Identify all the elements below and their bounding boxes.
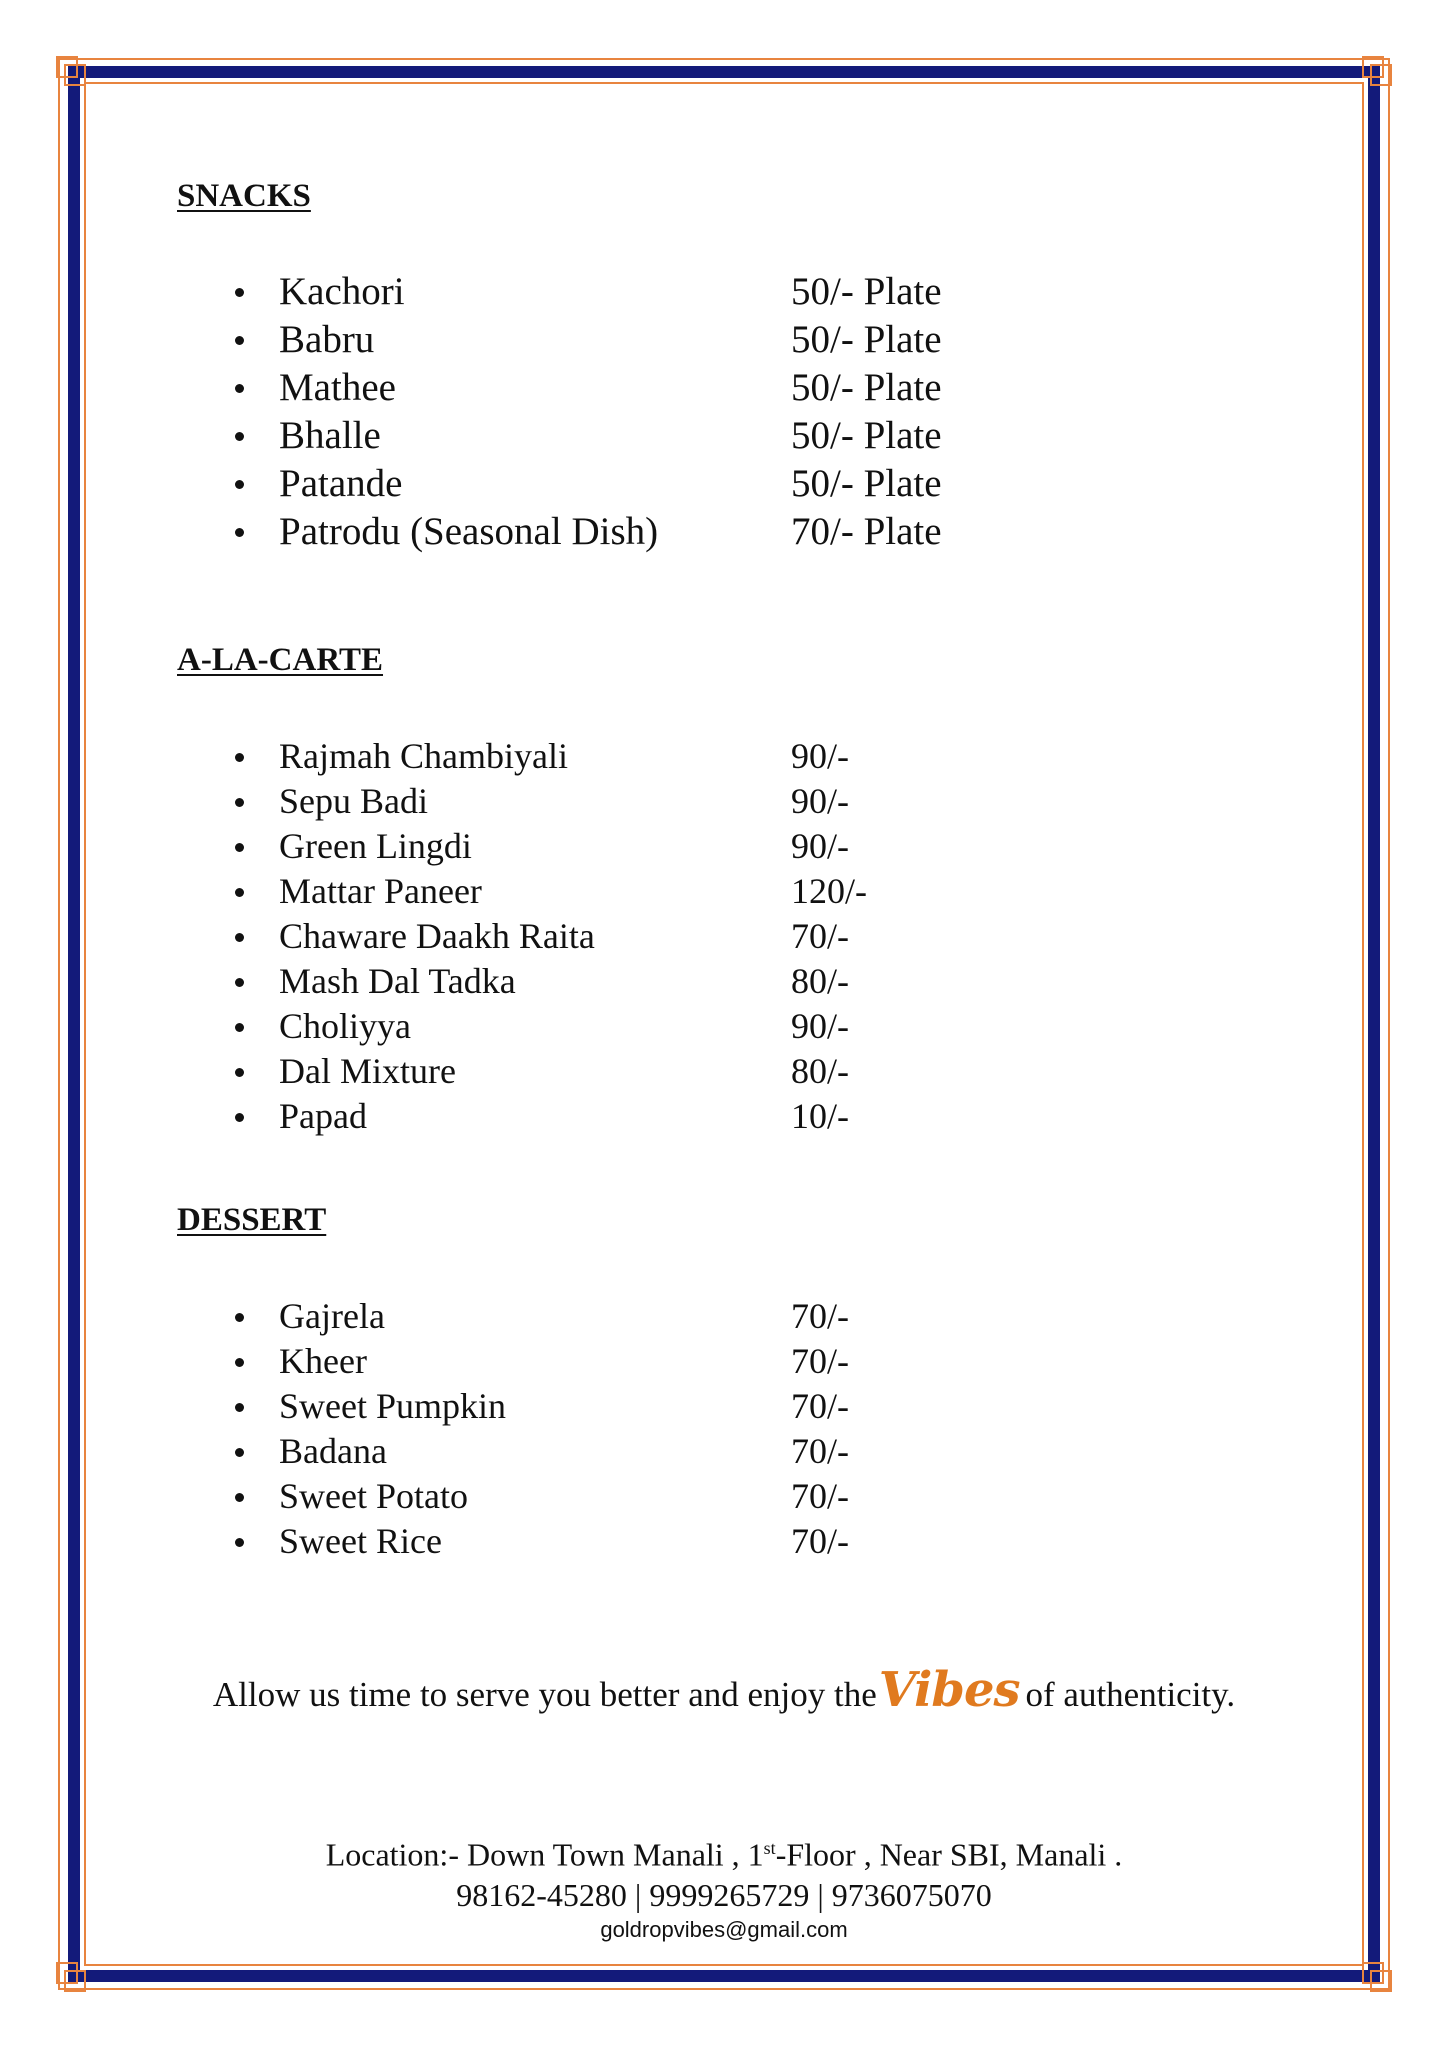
tagline-text-before: Allow us time to serve you better and enjoy the — [212, 1675, 877, 1714]
menu-list — [177, 268, 1277, 556]
snacks-section — [177, 176, 1277, 556]
alacarte-section — [177, 640, 1277, 1139]
bullet-icon — [235, 1538, 244, 1547]
bullet-icon — [235, 1493, 244, 1502]
location-suffix: -Floor , Near SBI, Manali . — [775, 1836, 1123, 1873]
item-price: 80/- — [791, 961, 849, 1001]
item-name: Kachori — [279, 270, 405, 313]
item-price: 120/- — [791, 871, 867, 911]
menu-item — [177, 1004, 1277, 1049]
item-price: 50/- Plate — [791, 318, 942, 361]
menu-item — [177, 869, 1277, 914]
item-price: 50/- Plate — [791, 414, 942, 457]
corner-ornament-top-right — [1362, 56, 1392, 86]
footer — [0, 1828, 1448, 1945]
item-name: Bhalle — [279, 414, 381, 457]
bullet-icon — [235, 1448, 244, 1457]
item-name: Mattar Paneer — [279, 871, 482, 911]
bullet-icon — [235, 1113, 244, 1122]
menu-item — [177, 1384, 1277, 1429]
menu-item — [177, 734, 1277, 779]
item-price: 90/- — [791, 736, 849, 776]
item-price: 80/- — [791, 1051, 849, 1091]
menu-item — [177, 508, 1277, 556]
item-name: Papad — [279, 1096, 367, 1136]
tagline — [0, 1660, 1448, 1725]
location-line — [0, 1828, 1448, 1875]
menu-item — [177, 1094, 1277, 1139]
bullet-icon — [235, 1403, 244, 1412]
item-price: 50/- Plate — [791, 270, 942, 313]
menu-list — [177, 1294, 1277, 1564]
bullet-icon — [235, 978, 244, 987]
item-name: Choliyya — [279, 1006, 411, 1046]
bullet-icon — [235, 432, 244, 441]
item-name: Sweet Pumpkin — [279, 1386, 507, 1426]
item-name: Patrodu (Seasonal Dish) — [279, 510, 659, 553]
item-price: 90/- — [791, 826, 849, 866]
item-price: 70/- — [791, 1431, 849, 1471]
item-price: 70/- — [791, 1476, 849, 1516]
item-price: 50/- Plate — [791, 462, 942, 505]
item-name: Sweet Potato — [279, 1476, 468, 1516]
item-name: Patande — [279, 462, 403, 505]
menu-item — [177, 1519, 1277, 1564]
bullet-icon — [235, 336, 244, 345]
item-price: 70/- — [791, 1521, 849, 1561]
menu-item — [177, 914, 1277, 959]
menu-item — [177, 1474, 1277, 1519]
menu-item — [177, 1339, 1277, 1384]
item-price: 70/- — [791, 1341, 849, 1381]
location-sup: st — [763, 1838, 776, 1858]
menu-item — [177, 268, 1277, 316]
item-name: Sepu Badi — [279, 781, 428, 821]
item-name: Rajmah Chambiyali — [279, 736, 568, 776]
item-name: Mash Dal Tadka — [279, 961, 516, 1001]
item-price: 90/- — [791, 1006, 849, 1046]
item-price: 70/- — [791, 1296, 849, 1336]
section-title: DESSERT — [177, 1202, 327, 1238]
bullet-icon — [235, 288, 244, 297]
item-price: 10/- — [791, 1096, 849, 1136]
corner-ornament-bottom-right — [1362, 1962, 1392, 1992]
menu-item — [177, 779, 1277, 824]
corner-ornament-top-left — [56, 56, 86, 86]
menu-item — [177, 824, 1277, 869]
item-name: Badana — [279, 1431, 387, 1471]
menu-item — [177, 316, 1277, 364]
vibes-highlight: Vibes — [878, 1662, 1020, 1718]
section-title: A-LA-CARTE — [177, 642, 384, 678]
item-name: Dal Mixture — [279, 1051, 456, 1091]
menu-list — [177, 734, 1277, 1139]
item-name: Kheer — [279, 1341, 367, 1381]
menu-item — [177, 1294, 1277, 1339]
menu-item — [177, 412, 1277, 460]
menu-item — [177, 959, 1277, 1004]
dessert-section — [177, 1200, 1277, 1564]
bullet-icon — [235, 888, 244, 897]
section-title: SNACKS — [177, 178, 311, 214]
item-name: Gajrela — [279, 1296, 385, 1336]
location-prefix: Location:- Down Town Manali , 1 — [325, 1836, 764, 1873]
item-price: 70/- — [791, 1386, 849, 1426]
menu-item — [177, 1429, 1277, 1474]
item-name: Babru — [279, 318, 375, 361]
corner-ornament-bottom-left — [56, 1962, 86, 1992]
bullet-icon — [235, 384, 244, 393]
menu-item — [177, 1049, 1277, 1094]
item-name: Mathee — [279, 366, 396, 409]
bullet-icon — [235, 1068, 244, 1077]
item-name: Chaware Daakh Raita — [279, 916, 595, 956]
bullet-icon — [235, 843, 244, 852]
bullet-icon — [235, 480, 244, 489]
phone-numbers: 98162-45280 | 9999265729 | 9736075070 — [456, 1876, 992, 1913]
item-price: 90/- — [791, 781, 849, 821]
bullet-icon — [235, 1313, 244, 1322]
item-price: 50/- Plate — [791, 366, 942, 409]
bullet-icon — [235, 753, 244, 762]
bullet-icon — [235, 528, 244, 537]
item-price: 70/- — [791, 916, 849, 956]
item-price: 70/- Plate — [791, 510, 942, 553]
bullet-icon — [235, 1023, 244, 1032]
tagline-text-after: of authenticity. — [1025, 1675, 1236, 1714]
menu-item — [177, 364, 1277, 412]
item-name: Sweet Rice — [279, 1521, 442, 1561]
bullet-icon — [235, 933, 244, 942]
bullet-icon — [235, 798, 244, 807]
bullet-icon — [235, 1358, 244, 1367]
item-name: Green Lingdi — [279, 826, 472, 866]
menu-item — [177, 460, 1277, 508]
email-address[interactable]: goldropvibes@gmail.com — [600, 1916, 848, 1942]
